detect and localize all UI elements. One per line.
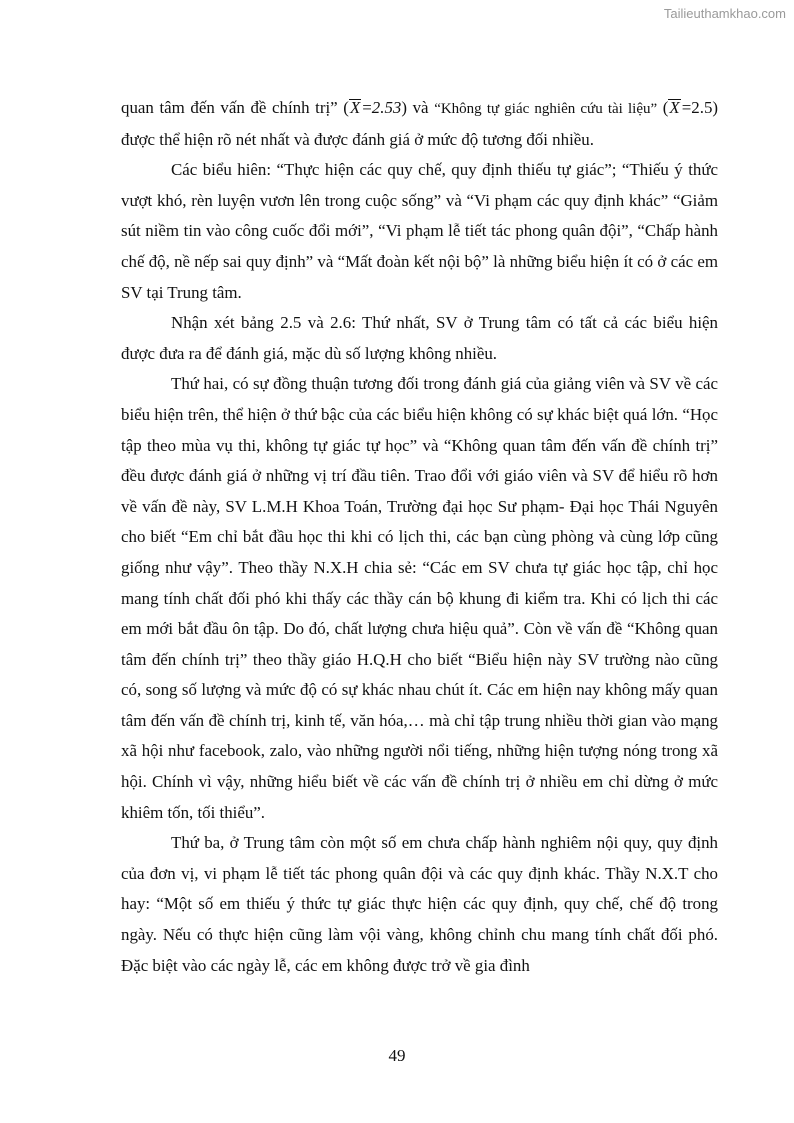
p1-text-c: ) và — [401, 98, 435, 117]
mean-symbol-2: X — [669, 98, 680, 117]
paragraph-4: Thứ hai, có sự đồng thuận tương đối trong đánh giá của giảng viên và SV về các biểu hiện trên, thể hiện ở thứ bậc của các biểu hiện không có sự khác biệt quá lớn. “Học tập theo mùa vụ thi, không tự giác tự học” và “Không quan tâm đến vấn đề chính trị” đều được đánh giá ở những vị trí đầu tiên. Trao đổi với giáo viên và SV để hiểu rõ hơn về vấn đề này, SV L.M.H Khoa Toán, Trường đại học Sư phạm- Đại học Thái Nguyên cho biết “Em chỉ bắt đầu học thi khi có lịch thi, các bạn cùng phòng và cùng lớp cũng giống như vậy”. Theo thầy N.X.H chia sẻ: “Các em SV chưa tự giác học tập, chỉ học mang tính chất đối phó khi thấy các thầy cán bộ khung đi kiểm tra. Khi có lịch thi các em mới bắt đầu ôn tập. Do đó, chất lượng chưa hiệu quả”. Còn về vấn đề “Không quan tâm đến chính trị” theo thầy giáo H.Q.H cho biết “Biểu hiện này SV trường nào cũng có, song số lượng và mức độ có sự khác nhau chút ít. Các em hiện nay không mấy quan tâm đến vấn đề chính trị, kinh tế, văn hóa,… mà chỉ tập trung nhiều thời gian vào mạng xã hội như facebook, zalo, vào những người nổi tiếng, những hiện tượng nóng trong xã hội. Chính vì vậy, những hiểu biết về các vấn đề chính trị ở nhiều em chỉ dừng ở mức khiêm tốn, tối thiểu”. — [121, 374, 718, 822]
paragraph-1 — [121, 93, 718, 155]
mean-symbol: X — [349, 98, 361, 117]
paragraph-2: Các biểu hiên: “Thực hiện các quy chế, quy định thiếu tự giác”; “Thiếu ý thức vượt khó, rèn luyện vươn lên trong cuộc sống” và “Vi phạm các quy định khác” “Giảm sút niềm tin vào công cuốc đổi mới”, “Vi phạm lễ tiết tác phong quân đội”, “Chấp hành chế độ, nề nếp sai quy định” và “Mất đoàn kết nội bộ” là những biểu hiện ít có ở các em SV tại Trung tâm. — [121, 160, 718, 302]
document-body — [121, 93, 718, 981]
paragraph-3: Nhận xét bảng 2.5 và 2.6: Thứ nhất, SV ở Trung tâm có tất cả các biểu hiện được đưa ra để đánh giá, mặc dù số lượng không nhiều. — [121, 313, 718, 363]
p1-quote: “Không tự giác nghiên cứu tài liệu” — [434, 101, 658, 117]
p1-text-a: quan tâm đến vấn đề chính trị” ( — [121, 98, 349, 117]
page-number: 49 — [388, 1046, 406, 1065]
p1-equals: = — [362, 98, 372, 117]
p1-mean-value: 2.53 — [371, 98, 402, 117]
paragraph-5: Thứ ba, ở Trung tâm còn một số em chưa chấp hành nghiêm nội quy, quy định của đơn vị, vi phạm lễ tiết tác phong quân đội và các quy định khác. Thầy N.X.T cho hay: “Một số em thiếu ý thức tự giác thực hiện các quy định, quy chế, chế độ trong ngày. Nếu có thực hiện cũng làm vội vàng, không chỉnh chu mang tính chất đối phó. Đặc biệt vào các ngày lễ, các em không được trở về gia đình — [121, 833, 718, 975]
p1-text-d: ( — [657, 98, 669, 117]
watermark-text: Tailieuthamkhao.com — [663, 6, 786, 21]
p1-text-e: =2.5) được thể hiện rõ nét nhất và được đánh giá ở mức độ tương đối nhiều. — [121, 98, 719, 149]
